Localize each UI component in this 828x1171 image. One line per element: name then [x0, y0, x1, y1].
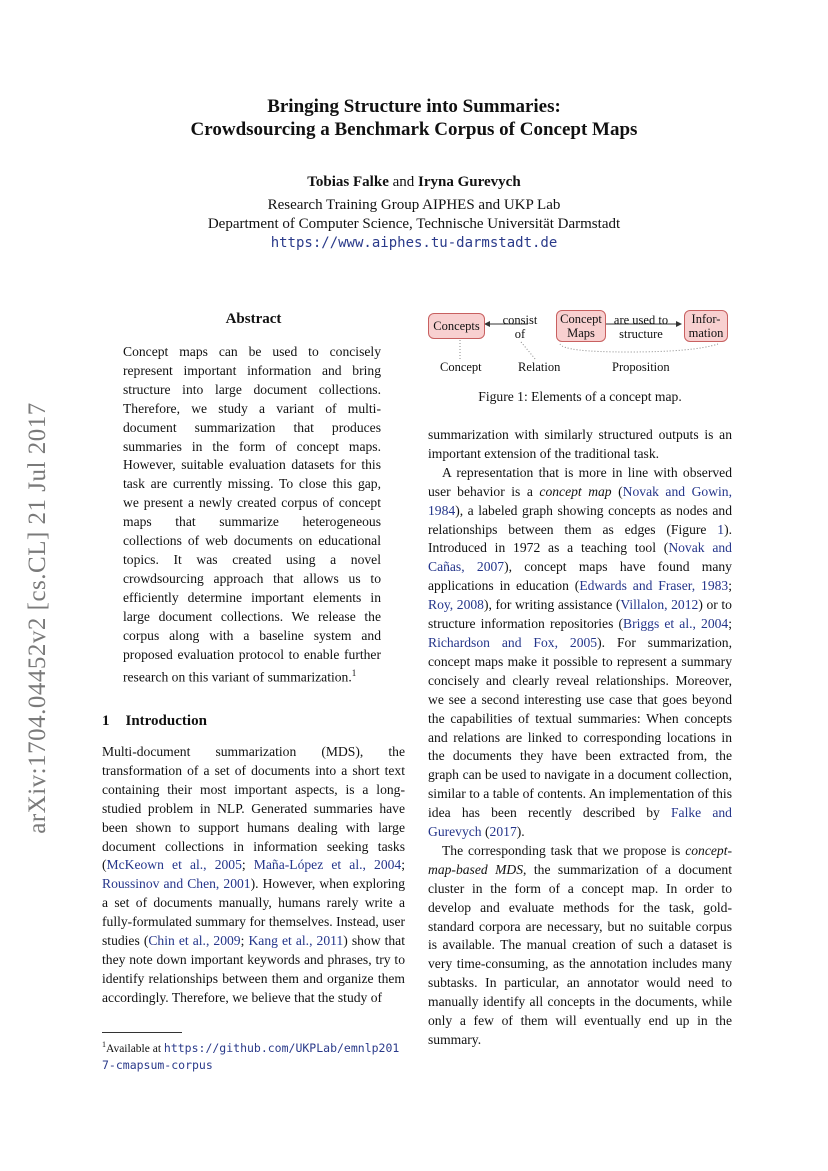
- text-run: ;: [241, 857, 254, 873]
- abstract-footnote-mark[interactable]: 1: [351, 668, 357, 679]
- emphasis: concept map: [539, 483, 612, 499]
- title-line-1: Bringing Structure into Summaries:: [267, 96, 561, 117]
- text-run: ). Introduced in 1972 as a teaching tool (: [428, 521, 732, 556]
- citation-link[interactable]: Novak and Gowin, 1984: [428, 483, 732, 518]
- text-run: The corresponding task that we propose is: [442, 842, 686, 858]
- citation-link[interactable]: Maña-López et al., 2004: [253, 857, 402, 873]
- concept-map-figure: [428, 308, 732, 380]
- figure-caption: Figure 1: Elements of a concept map.: [478, 389, 682, 404]
- footnote-url[interactable]: https://github.com/UKPLab/emnlp2017-cmapsum-corpus: [102, 1040, 400, 1072]
- label-proposition: Proposition: [612, 360, 670, 374]
- text-run: A representation that is more in line with observed user behavior is a: [428, 464, 732, 499]
- author-conjunction: and: [392, 174, 415, 190]
- text-run: ) show that they note down important keywords and phrases, try to identify relationships between them and organize them accordingly. Therefore, we believe that the study of: [102, 933, 405, 1005]
- citation-link[interactable]: Briggs et al., 2004: [623, 616, 729, 632]
- introduction-body: [102, 743, 405, 1008]
- label-concept: Concept: [440, 360, 482, 374]
- affiliation-url[interactable]: https://www.aiphes.tu-darmstadt.de: [270, 235, 558, 251]
- text-run: ), concept maps have found many applications in education (: [428, 559, 732, 594]
- figure-ref-link[interactable]: 1: [717, 521, 725, 537]
- citation-link[interactable]: Novak and Cañas, 2007: [428, 540, 732, 575]
- right-column-body: [428, 426, 732, 1050]
- text-run: (: [611, 483, 623, 499]
- author-list: [0, 172, 828, 192]
- affiliation-line-1: Research Training Group AIPHES and UKP Lab: [267, 197, 561, 213]
- abstract-body: [123, 343, 381, 688]
- author-2: Iryna Gurevych: [418, 174, 521, 190]
- text-run: ;: [728, 578, 733, 594]
- affiliation-line-2: Department of Computer Science, Technische Universität Darmstadt: [207, 216, 621, 232]
- arxiv-stamp: arXiv:1704.04452v2 [cs.CL] 21 Jul 2017: [24, 402, 51, 834]
- text-run: (: [481, 824, 490, 840]
- citation-link[interactable]: Falke and Gurevych: [428, 805, 732, 840]
- citation-link[interactable]: Richardson and Fox, 2005: [428, 634, 598, 650]
- citation-link[interactable]: Kang et al., 2011: [248, 933, 344, 949]
- abstract-heading: Abstract: [225, 311, 282, 327]
- relation-consist-of: consist of: [502, 313, 538, 341]
- text-run: ). However, when exploring a set of documents manually, humans rarely write a fully-formulated summary for themselves. Instead, user studies (: [102, 876, 406, 949]
- citation-link[interactable]: 2017: [489, 824, 517, 840]
- text-run: ). For summarization, concept maps make it possible to represent a summary concisely and clearly reveal relationships. Moreover, we see a second interesting use case that goes beyond the capabilities of textual summaries: When concepts and relations are linked to corresponding locations in the documents they have been extracted from, the graph can be used to navigate in a document collection, similar to a table of contents. An implementation of this idea has been recently described by: [428, 634, 732, 821]
- emphasis: concept-map-based MDS: [428, 842, 732, 877]
- footnote: [102, 1037, 405, 1074]
- citation-link[interactable]: Villalon, 2012: [620, 597, 699, 613]
- footnote-rule: [102, 1032, 182, 1033]
- citation-link[interactable]: Edwards and Fraser, 1983: [579, 578, 729, 594]
- section-number: 1: [102, 713, 110, 729]
- footnote-text: Available at: [106, 1042, 162, 1055]
- author-1: Tobias Falke: [307, 174, 389, 190]
- text-run: ) or to structure information repositories (: [428, 597, 732, 632]
- right-paragraph-2: [428, 842, 732, 1050]
- citation-link[interactable]: Chin et al., 2009: [148, 933, 241, 949]
- node-concept-maps: Concept Maps: [556, 310, 606, 342]
- section-heading-introduction: [102, 713, 207, 730]
- section-title: Introduction: [125, 713, 207, 729]
- right-paragraph-0: summarization with similarly structured outputs is an important extension of the traditional task.: [428, 427, 732, 461]
- footnote-mark: 1: [102, 1040, 106, 1049]
- text-run: ), for writing assistance (: [483, 597, 621, 613]
- intro-paragraph-1: [102, 743, 405, 1008]
- proposition-brace: [560, 344, 718, 352]
- relation-used-to-structure: are used to structure: [613, 313, 669, 341]
- affiliation: [0, 196, 828, 253]
- text-run: ).: [516, 824, 525, 840]
- text-run: ;: [728, 616, 732, 632]
- text-run: ;: [401, 857, 405, 873]
- text-run: , the summarization of a document cluster in the form of a concept map. In order to develop and evaluate methods for the task, gold-standard corpora are necessary, but no suitable corpus is available. The manual creation of such a dataset is very time-consuming, as the annotation includes many subtasks. In particular, an annotator would need to manually identify all concepts in the documents, while only a few of them will eventually end up in the summary.: [428, 861, 732, 1047]
- title-line-2: Crowdsourcing a Benchmark Corpus of Concept Maps: [190, 119, 638, 140]
- text-run: ;: [240, 933, 249, 949]
- right-paragraph-1: [428, 464, 732, 842]
- label-relation: Relation: [518, 360, 561, 374]
- paper-title: [0, 95, 828, 141]
- text-run: Multi-document summarization (MDS), the transformation of a set of documents into a short text containing their most important aspects, is a long-studied problem in NLP. Generated summaries have been shown to support humans dealing with large document collections in information seeking tasks (: [102, 744, 405, 873]
- citation-link[interactable]: McKeown et al., 2005: [106, 857, 242, 873]
- node-concepts: Concepts: [428, 313, 485, 339]
- arrowhead-right-icon: [676, 321, 682, 327]
- node-information: Infor-mation: [684, 310, 728, 342]
- citation-link[interactable]: Roussinov and Chen, 2001: [102, 876, 251, 892]
- text-run: ), a labeled graph showing concepts as nodes and relationships between them as edges (Figure: [428, 502, 732, 537]
- abstract-text: Concept maps can be used to concisely represent important information and bring structure into large document collections. Therefore, we study a variant of multi-document summarization that produces summaries in the form of concept maps. However, suitable evaluation datasets for this task are currently missing. To close this gap, we present a newly created corpus of concept maps that summarize heterogeneous collections of web documents on educational topics. It was created using a novel crowdsourcing approach that allows us to efficiently determine important elements in large document collections. We release the corpus along with a baseline system and proposed evaluation protocol to enable further research on this variant of summarization.: [123, 344, 381, 685]
- citation-link[interactable]: Roy, 2008: [428, 597, 484, 613]
- relation-pointer: [521, 342, 536, 360]
